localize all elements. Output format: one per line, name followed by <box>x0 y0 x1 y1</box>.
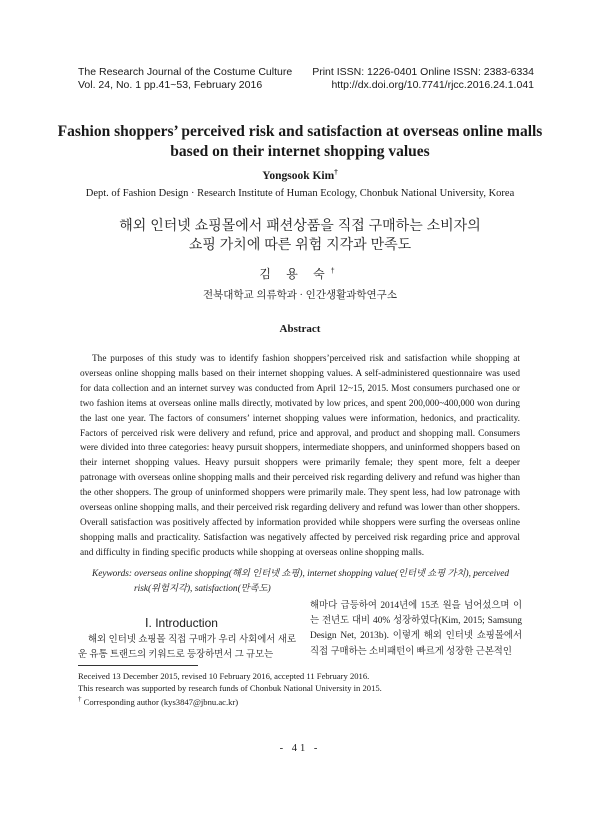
paper-title-ko-line1: 해외 인터넷 쇼핑몰에서 패션상품을 직접 구매하는 소비자의 <box>119 217 481 233</box>
issn-info: Print ISSN: 1226-0401 Online ISSN: 2383-6334 <box>312 66 534 78</box>
author-en <box>0 168 600 182</box>
keywords-line2: risk(위험지각), satisfaction(만족도) <box>134 584 271 594</box>
paper-title-en-line1: Fashion shoppers’ perceived risk and satisfaction at overseas online malls <box>57 123 543 140</box>
corresponding-author-text[interactable]: Corresponding author (kys3847@jbnu.ac.kr) <box>83 696 239 707</box>
footnote-mark: † <box>78 695 82 703</box>
corresponding-author <box>78 694 538 708</box>
section-heading: Ⅰ. Introduction <box>145 616 218 630</box>
abstract-heading: Abstract <box>279 323 321 335</box>
paper-title-ko <box>0 216 600 254</box>
corresponding-mark: † <box>334 168 338 176</box>
paper-title-ko-line2: 쇼핑 가치에 따른 위험 지각과 만족도 <box>188 236 412 252</box>
doi-link[interactable]: http://dx.doi.org/10.7741/rjcc.2016.24.1.041 <box>331 79 534 91</box>
author-ko <box>0 265 600 282</box>
footnote-divider <box>78 665 198 666</box>
keywords <box>92 567 537 597</box>
intro-left-column: 해외 인터넷 쇼핑몰 직접 구매가 우리 사회에서 새로운 유통 트랜드의 키워드로 등장하면서 그 규모는 <box>78 635 296 661</box>
affiliation-en: Dept. of Fashion Design · Research Institute of Human Ecology, Chonbuk National University, Korea <box>85 188 515 199</box>
journal-name: The Research Journal of the Costume Culture <box>78 66 293 78</box>
page-number: - 41 - <box>279 743 321 754</box>
corresponding-mark-ko: † <box>330 268 341 275</box>
author-ko-name: 김 용 숙 <box>259 267 331 281</box>
intro-right-column: 해마다 급등하여 2014년에 15조 원을 넘어섰으며 이는 전년도 대비 40% 성장하였다(Kim, 2015; Samsung Design Net, 2013b). 이렇게 해외 인터넷 쇼핑몰에서 직접 구매하는 소비패턴이 빠르게 성장한 근본적인 <box>310 601 522 657</box>
paper-title-en <box>40 122 560 162</box>
author-en-name: Yongsook Kim <box>262 169 335 182</box>
funding-note: This research was supported by research funds of Chonbuk National University in 2015. <box>78 683 382 693</box>
keywords-line1: Keywords: overseas online shopping(해외 인터넷 쇼핑), internet shopping value(인터넷 쇼핑 가치), perceived <box>92 569 510 579</box>
received-dates: Received 13 December 2015, revised 10 February 2016, accepted 11 February 2016. <box>78 671 370 681</box>
abstract-text: The purposes of this study was to identify fashion shoppers’perceived risk and satisfaction while shopping at overseas online shopping malls based on their internet shopping values. A self-administered questionnaire was used for data collection and an internet survey was conducted from April 12~15, 2015. Most consumers purchased one or two fashion items at overseas online malls directly, motivated by low prices, and spent 200,000~400,000 won during the last one year. The factors of consumers’ internet shopping values were information, hedonics, and practicality. Factors of perceived risk were delivery and refund, price and approval, and product and shopping mall. Consumers were divided into three categories: heavy pursuit shoppers, intermediate shoppers, and uninformed shoppers based on their internet shopping values. Heavy pursuit shoppers were primarily female; they spent more, felt a deeper patronage with overseas online shopping malls and their perceived risk regarding delivery and refund was higher than the other shoppers. The group of uninformed shoppers were primarily male. They spent less, had low patronage with overseas online shopping malls, and their perceived risk regarding delivery and refund was lower than other shoppers. Overall satisfaction was positively affected by information provided while shoppers were surfing the overseas online shopping malls and practicality. Satisfaction was negatively affected by perceived risk regarding price and approval and difficulty in finding specific products while shopping at overseas online shopping malls. <box>80 354 520 558</box>
affiliation-ko: 전북대학교 의류학과 · 인간생활과학연구소 <box>203 290 397 301</box>
paper-title-en-line2: based on their internet shopping values <box>170 143 430 160</box>
volume-info: Vol. 24, No. 1 pp.41~53, February 2016 <box>78 79 263 91</box>
